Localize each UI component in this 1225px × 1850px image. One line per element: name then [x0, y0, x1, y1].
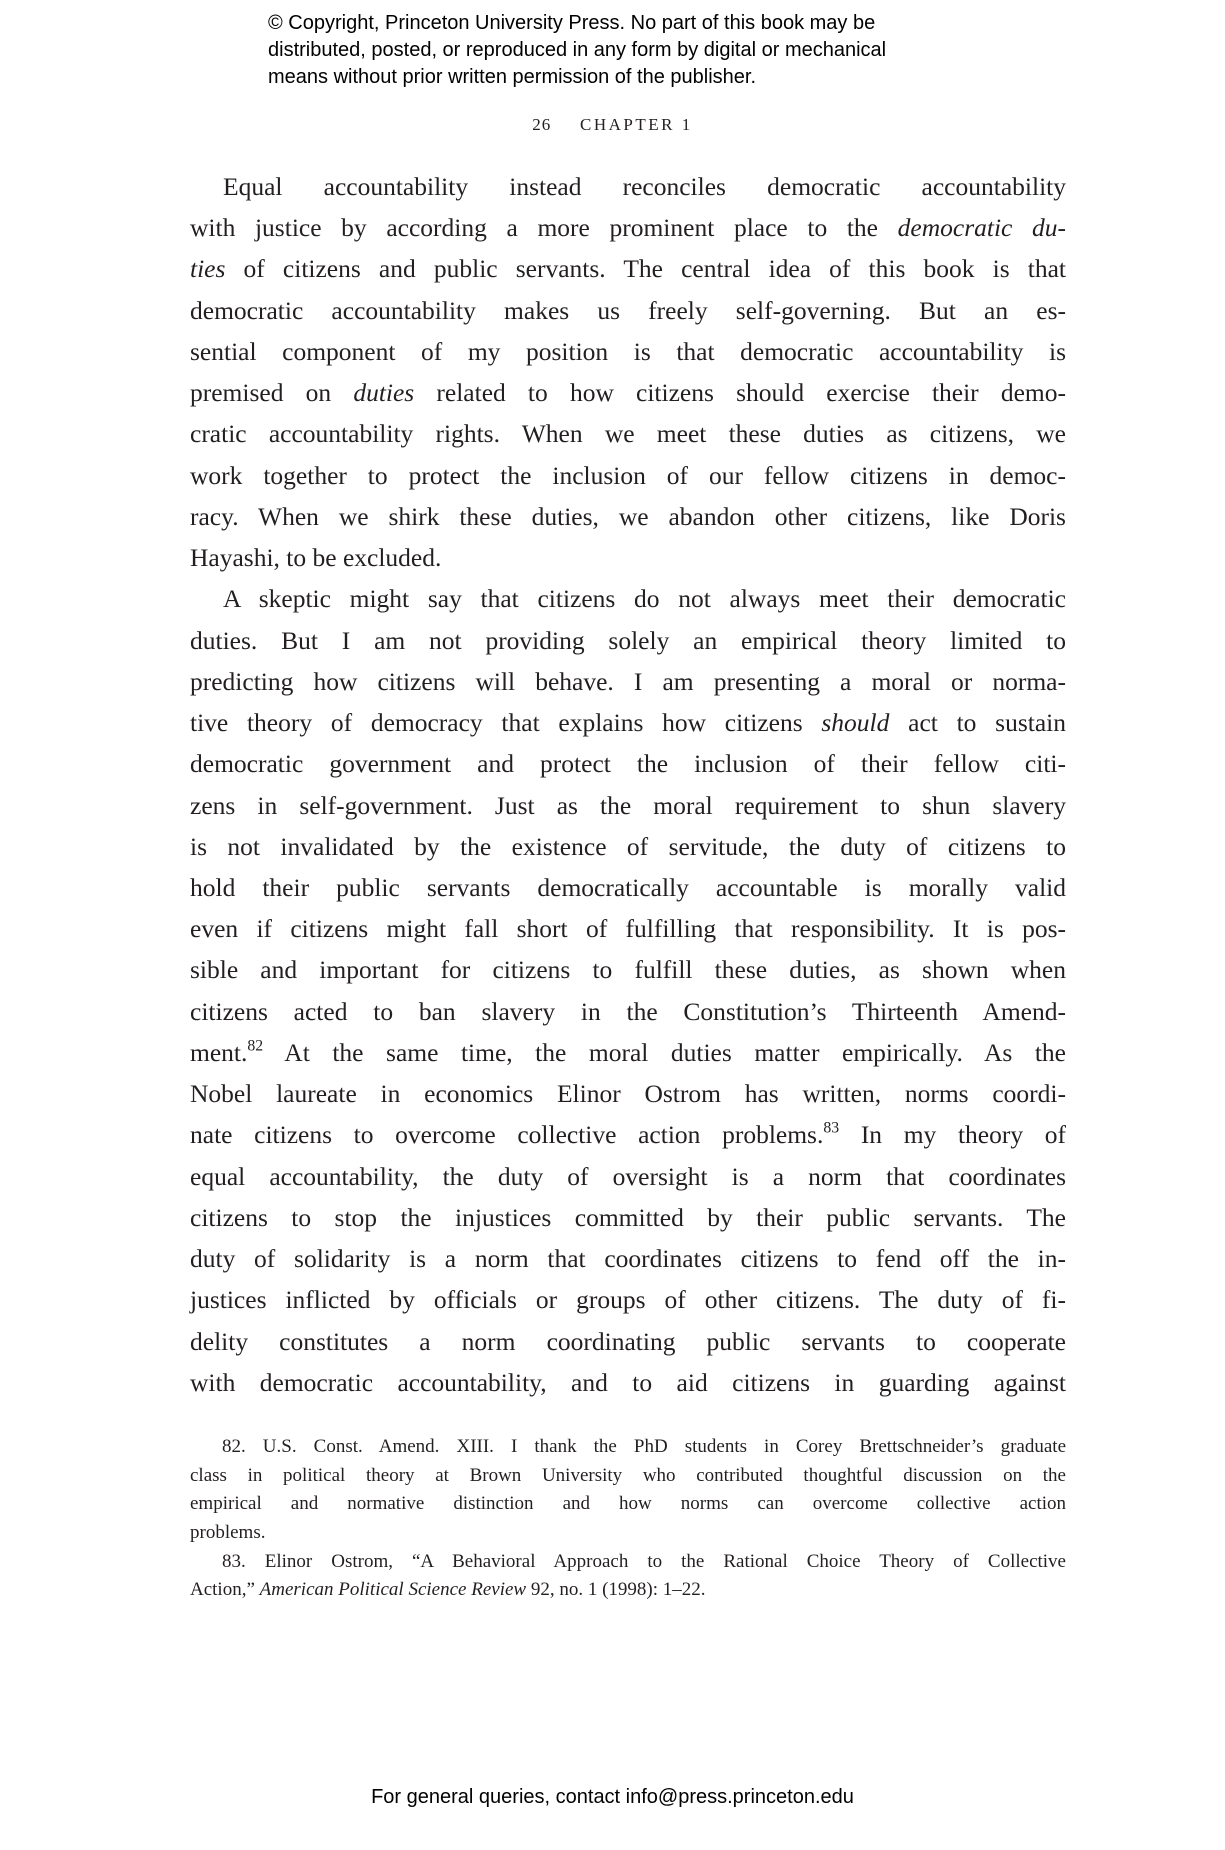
text-run: Equal accountability instead reconciles democratic accountability [223, 172, 1066, 201]
chapter-label: CHAPTER 1 [580, 115, 693, 134]
italic-text: should [821, 708, 890, 738]
body-line [190, 413, 1066, 454]
text-run: ment. [190, 1037, 248, 1067]
text-run: with justice by according a more prominent place to the [190, 213, 898, 243]
copyright-line: distributed, posted, or reproduced in any form by digital or mechanical [268, 39, 887, 61]
italic-text: duties [353, 378, 415, 408]
body-line [190, 1279, 1066, 1320]
footnote-line [190, 1519, 1066, 1548]
text-run: At the same time, the moral duties matter empirically. As the [263, 1037, 1066, 1067]
text-run: democratic accountability makes us freely self-governing. But an es- [190, 295, 1066, 325]
body-line [190, 1156, 1066, 1197]
body-line [190, 455, 1066, 496]
body-line [190, 620, 1066, 661]
text-run: citizens to stop the injustices committed by their public servants. The [190, 1202, 1066, 1232]
text-run: citizens acted to ban slavery in the Constitution’s Thirteenth Amend- [190, 996, 1066, 1026]
text-run: work together to protect the inclusion of our fellow citizens in democ- [190, 460, 1066, 490]
text-run: 92, no. 1 (1998): 1–22. [526, 1579, 706, 1601]
text-run: with democratic accountability, and to aid citizens in guarding against [190, 1367, 1066, 1397]
text-run: delity constitutes a norm coordinating public servants to cooperate [190, 1326, 1066, 1356]
text-run: tive theory of democracy that explains how citizens [190, 708, 822, 738]
copyright-notice [268, 10, 886, 91]
text-run: nate citizens to overcome collective action problems. [190, 1120, 824, 1150]
footnotes [190, 1433, 1066, 1605]
text-run: 83. Elinor Ostrom, “A Behavioral Approach to the Rational Choice Theory of Collective [222, 1550, 1066, 1572]
text-run: hold their public servants democratically accountable is morally valid [190, 872, 1066, 902]
body-line [190, 496, 1066, 537]
body-line [190, 578, 1066, 619]
text-run: class in political theory at Brown University who contributed thoughtful discussion on the [190, 1464, 1066, 1486]
text-run: premised on [190, 378, 354, 408]
footnote-reference: 82 [247, 1037, 264, 1055]
text-run: related to how citizens should exercise their demo- [414, 378, 1066, 408]
text-run: Hayashi, to be excluded. [190, 543, 442, 573]
footnote-reference: 83 [823, 1120, 840, 1138]
body-line [190, 1362, 1066, 1403]
text-run: zens in self-government. Just as the moral requirement to shun slavery [190, 790, 1066, 820]
body-line [190, 248, 1066, 289]
text-run: problems. [190, 1522, 266, 1544]
body-line [190, 1032, 1066, 1073]
body-line [190, 207, 1066, 248]
text-run: Nobel laureate in economics Elinor Ostrom has written, norms coordi- [190, 1079, 1066, 1109]
text-run: duties. But I am not providing solely an empirical theory limited to [190, 625, 1066, 655]
body-text [190, 166, 1066, 1403]
text-run: even if citizens might fall short of fulfilling that responsibility. It is pos- [190, 914, 1066, 944]
text-run: In my theory of [839, 1120, 1066, 1150]
body-line [190, 331, 1066, 372]
text-run: empirical and normative distinction and how norms can overcome collective action [190, 1493, 1066, 1515]
footnote-line [190, 1576, 1066, 1605]
running-head [0, 112, 1225, 138]
body-line [190, 372, 1066, 413]
body-line [190, 1114, 1066, 1155]
body-line [190, 702, 1066, 743]
body-line [190, 743, 1066, 784]
footnote-line [190, 1462, 1066, 1491]
text-run: 82. U.S. Const. Amend. XIII. I thank the PhD students in Corey Brettschneider’s graduate [222, 1436, 1066, 1457]
text-run: sible and important for citizens to fulfill these duties, as shown when [190, 955, 1066, 985]
text-run: democratic government and protect the inclusion of their fellow citi- [190, 749, 1066, 779]
body-line [190, 826, 1066, 867]
text-run: duty of solidarity is a norm that coordinates citizens to fend off the in- [190, 1244, 1066, 1274]
body-line [190, 166, 1066, 207]
body-line [190, 785, 1066, 826]
copyright-line: means without prior written permission of the publisher. [268, 66, 757, 88]
body-line [190, 1197, 1066, 1238]
footer-contact: For general queries, contact info@press.princeton.edu [371, 1786, 854, 1808]
italic-text: democratic du- [897, 213, 1066, 243]
copyright-line: © Copyright, Princeton University Press. No part of this book may be [268, 12, 876, 34]
body-line [190, 537, 1066, 578]
footnote-line [190, 1433, 1066, 1462]
text-run: racy. When we shirk these duties, we abandon other citizens, like Doris [190, 501, 1066, 531]
text-run: Action,” [190, 1579, 260, 1601]
text-run: is not invalidated by the existence of servitude, the duty of citizens to [190, 831, 1066, 861]
text-run: equal accountability, the duty of oversight is a norm that coordinates [190, 1161, 1066, 1191]
italic-text: ties [190, 254, 226, 284]
text-run: sential component of my position is that democratic accountability is [190, 336, 1066, 366]
italic-text: American Political Science Review [259, 1579, 527, 1601]
text-run: of citizens and public servants. The central idea of this book is that [225, 254, 1066, 284]
footnote-line [190, 1548, 1066, 1577]
body-line [190, 908, 1066, 949]
body-line [190, 290, 1066, 331]
body-line [190, 1073, 1066, 1114]
body-line [190, 1321, 1066, 1362]
body-line [190, 1238, 1066, 1279]
text-run: act to sustain [889, 708, 1066, 738]
body-line [190, 867, 1066, 908]
body-line [190, 949, 1066, 990]
text-run: A skeptic might say that citizens do not always meet their democratic [223, 584, 1066, 614]
body-line [190, 661, 1066, 702]
text-run: predicting how citizens will behave. I am presenting a moral or norma- [190, 666, 1066, 696]
page-number: 26 [532, 115, 552, 134]
text-run: cratic accountability rights. When we meet these duties as citizens, we [190, 419, 1066, 449]
footnote-line [190, 1490, 1066, 1519]
text-run: justices inflicted by officials or groups of other citizens. The duty of fi- [190, 1285, 1066, 1315]
body-line [190, 991, 1066, 1032]
